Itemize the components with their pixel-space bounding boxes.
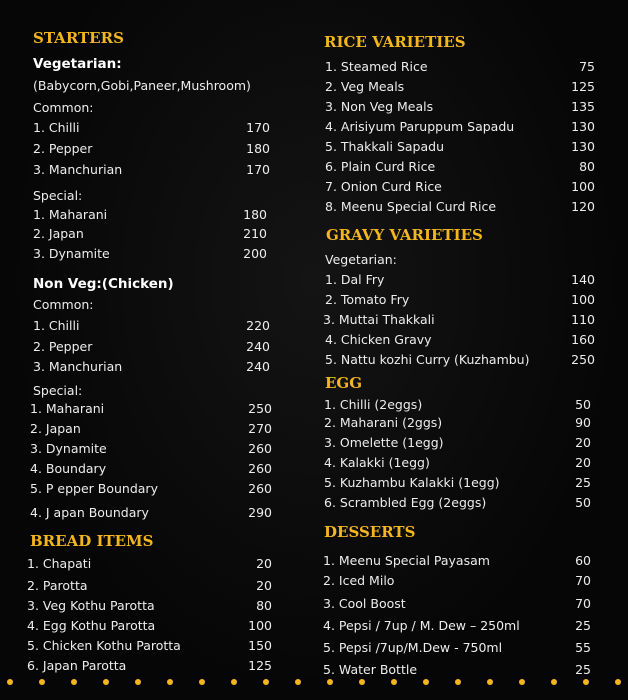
item-name: 3. Veg Kothu Parotta [27, 598, 155, 613]
item-price: 75 [579, 59, 595, 74]
egg-heading: EGG [325, 374, 363, 392]
item-name: 2. Iced Milo [323, 573, 395, 588]
item-name: 2. Pepper [33, 141, 93, 156]
item-price: 50 [575, 495, 591, 510]
menu-item [30, 461, 272, 479]
nonveg-special-label: Special: [33, 383, 83, 398]
item-name: 1. Dal Fry [325, 272, 385, 287]
menu-item [30, 481, 272, 499]
decorative-dot [359, 679, 365, 685]
item-price: 150 [248, 638, 272, 653]
item-price: 50 [575, 397, 591, 412]
menu-item [325, 59, 595, 77]
decorative-dot [7, 679, 13, 685]
menu-item [27, 638, 272, 656]
item-name: 4. J apan Boundary [30, 505, 149, 520]
menu-item [324, 455, 591, 473]
menu-item [33, 120, 270, 138]
menu-item [33, 246, 267, 264]
item-name: 1. Chapati [27, 556, 92, 571]
item-price: 100 [248, 618, 272, 633]
decorative-dot [135, 679, 141, 685]
menu-item [325, 199, 595, 217]
item-name: 3. Omelette (1egg) [324, 435, 444, 450]
item-name: 5. P epper Boundary [30, 481, 158, 496]
item-name: 1. Chilli (2eggs) [324, 397, 423, 412]
item-name: 8. Meenu Special Curd Rice [325, 199, 497, 214]
veg-special-label: Special: [33, 188, 83, 203]
item-name: 3. Dynamite [33, 246, 110, 261]
menu-item [323, 596, 591, 614]
item-name: 6. Plain Curd Rice [325, 159, 436, 174]
menu-item [27, 578, 272, 596]
menu-item [325, 352, 595, 370]
item-name: 3. Manchurian [33, 162, 123, 177]
menu-item [27, 556, 272, 574]
menu-item [30, 401, 272, 419]
menu-item [323, 573, 591, 591]
item-price: 220 [246, 318, 270, 333]
decorative-dot [71, 679, 77, 685]
menu-item [324, 475, 591, 493]
decorative-dot [39, 679, 45, 685]
item-name: 4. Egg Kothu Parotta [27, 618, 156, 633]
decorative-dot [423, 679, 429, 685]
menu-item [324, 415, 591, 433]
item-price: 270 [248, 421, 272, 436]
decorative-dot-border [0, 674, 628, 700]
item-price: 60 [575, 553, 591, 568]
starters-heading: STARTERS [33, 29, 124, 47]
menu-item [325, 139, 595, 157]
item-name: 5. Water Bottle [323, 662, 418, 677]
decorative-dot [583, 679, 589, 685]
menu-item [325, 179, 595, 197]
item-price: 170 [246, 120, 270, 135]
gravy-veg-label: Vegetarian: [325, 252, 397, 267]
item-price: 260 [248, 481, 272, 496]
item-price: 25 [575, 662, 591, 677]
decorative-dot [199, 679, 205, 685]
item-name: 4. Pepsi / 7up / M. Dew – 250ml [323, 618, 520, 633]
item-price: 100 [571, 179, 595, 194]
menu-item [33, 339, 270, 357]
menu-item [33, 318, 270, 336]
item-price: 240 [246, 359, 270, 374]
item-name: 4. Boundary [30, 461, 107, 476]
item-name: 1. Steamed Rice [325, 59, 428, 74]
item-name: 5. Chicken Kothu Parotta [27, 638, 181, 653]
menu-item [323, 553, 591, 571]
item-price: 20 [256, 578, 272, 593]
menu-item [325, 292, 595, 310]
menu-item [325, 159, 595, 177]
nonveg-common-label: Common: [33, 297, 94, 312]
item-price: 250 [248, 401, 272, 416]
item-price: 130 [571, 139, 595, 154]
item-name: 2. Japan [30, 421, 81, 436]
menu-item [30, 505, 272, 523]
item-name: 2. Parotta [27, 578, 88, 593]
decorative-dot [263, 679, 269, 685]
gravy-varieties-heading: GRAVY VARIETIES [326, 226, 483, 244]
item-name: 1. Maharani [30, 401, 105, 416]
item-price: 240 [246, 339, 270, 354]
item-price: 20 [256, 556, 272, 571]
menu-item [27, 598, 272, 616]
bread-items-heading: BREAD ITEMS [30, 532, 154, 550]
item-name: 3. Non Veg Meals [325, 99, 434, 114]
decorative-dot [295, 679, 301, 685]
item-name: 3. Manchurian [33, 359, 123, 374]
item-price: 170 [246, 162, 270, 177]
item-price: 140 [571, 272, 595, 287]
nonveg-subheading: Non Veg:(Chicken) [33, 276, 174, 292]
menu-item [323, 640, 591, 658]
item-name: 5. Thakkali Sapadu [325, 139, 445, 154]
item-price: 70 [575, 596, 591, 611]
item-price: 200 [243, 246, 267, 261]
decorative-dot [551, 679, 557, 685]
vegetarian-note: (Babycorn,Gobi,Paneer,Mushroom) [33, 78, 251, 93]
item-price: 110 [571, 312, 595, 327]
menu-item [33, 162, 270, 180]
decorative-dot [103, 679, 109, 685]
item-price: 100 [571, 292, 595, 307]
menu-item [30, 441, 272, 459]
item-price: 135 [571, 99, 595, 114]
menu-item [30, 421, 272, 439]
item-name: 5. Nattu kozhi Curry (Kuzhambu) [325, 352, 530, 367]
decorative-dot [327, 679, 333, 685]
item-price: 20 [575, 435, 591, 450]
menu-item [33, 226, 267, 244]
item-name: 2. Pepper [33, 339, 93, 354]
item-price: 180 [243, 207, 267, 222]
item-name: 2. Maharani (2ggs) [324, 415, 443, 430]
menu-item [324, 435, 591, 453]
item-price: 80 [579, 159, 595, 174]
item-price: 125 [248, 658, 272, 673]
menu-item [325, 99, 595, 117]
menu-item [33, 207, 267, 225]
item-name: 4. Arisiyum Paruppum Sapadu [325, 119, 515, 134]
menu-item [33, 359, 270, 377]
item-name: 4. Chicken Gravy [325, 332, 432, 347]
menu-item [325, 332, 595, 350]
menu-item [325, 272, 595, 290]
decorative-dot [167, 679, 173, 685]
decorative-dot [519, 679, 525, 685]
item-name: 4. Kalakki (1egg) [324, 455, 430, 470]
menu-item [33, 141, 270, 159]
item-price: 210 [243, 226, 267, 241]
item-price: 125 [571, 79, 595, 94]
item-name: 1. Meenu Special Payasam [323, 553, 490, 568]
item-price: 130 [571, 119, 595, 134]
decorative-dot [455, 679, 461, 685]
item-name: 3. Dynamite [30, 441, 107, 456]
menu-item [27, 618, 272, 636]
menu-item [324, 397, 591, 415]
item-name: 2. Tomato Fry [325, 292, 410, 307]
item-name: 2. Japan [33, 226, 84, 241]
veg-common-label: Common: [33, 100, 94, 115]
decorative-dot [231, 679, 237, 685]
item-price: 160 [571, 332, 595, 347]
decorative-dot [487, 679, 493, 685]
item-name: 7. Onion Curd Rice [325, 179, 442, 194]
desserts-heading: DESSERTS [324, 523, 416, 541]
item-name: 2. Veg Meals [325, 79, 405, 94]
vegetarian-subheading: Vegetarian: [33, 56, 122, 72]
item-price: 290 [248, 505, 272, 520]
item-price: 80 [256, 598, 272, 613]
menu-item [324, 495, 591, 513]
item-name: 3. Cool Boost [323, 596, 406, 611]
item-price: 120 [571, 199, 595, 214]
menu-item [325, 119, 595, 137]
item-price: 25 [575, 618, 591, 633]
item-price: 70 [575, 573, 591, 588]
item-name: 1. Chilli [33, 318, 80, 333]
item-price: 25 [575, 475, 591, 490]
item-price: 55 [575, 640, 591, 655]
item-name: 5. Kuzhambu Kalakki (1egg) [324, 475, 500, 490]
item-price: 90 [575, 415, 591, 430]
item-name: 5. Pepsi /7up/M.Dew - 750ml [323, 640, 503, 655]
item-name: 3. Muttai Thakkali [323, 312, 435, 327]
item-price: 260 [248, 461, 272, 476]
item-price: 250 [571, 352, 595, 367]
menu-item [325, 79, 595, 97]
item-name: 1. Maharani [33, 207, 108, 222]
menu-item [323, 312, 595, 330]
item-price: 20 [575, 455, 591, 470]
item-name: 6. Scrambled Egg (2eggs) [324, 495, 487, 510]
item-price: 180 [246, 141, 270, 156]
item-name: 1. Chilli [33, 120, 80, 135]
item-price: 260 [248, 441, 272, 456]
menu-item [323, 618, 591, 636]
decorative-dot [391, 679, 397, 685]
item-name: 6. Japan Parotta [27, 658, 127, 673]
decorative-dot [615, 679, 621, 685]
rice-varieties-heading: RICE VARIETIES [324, 33, 466, 51]
